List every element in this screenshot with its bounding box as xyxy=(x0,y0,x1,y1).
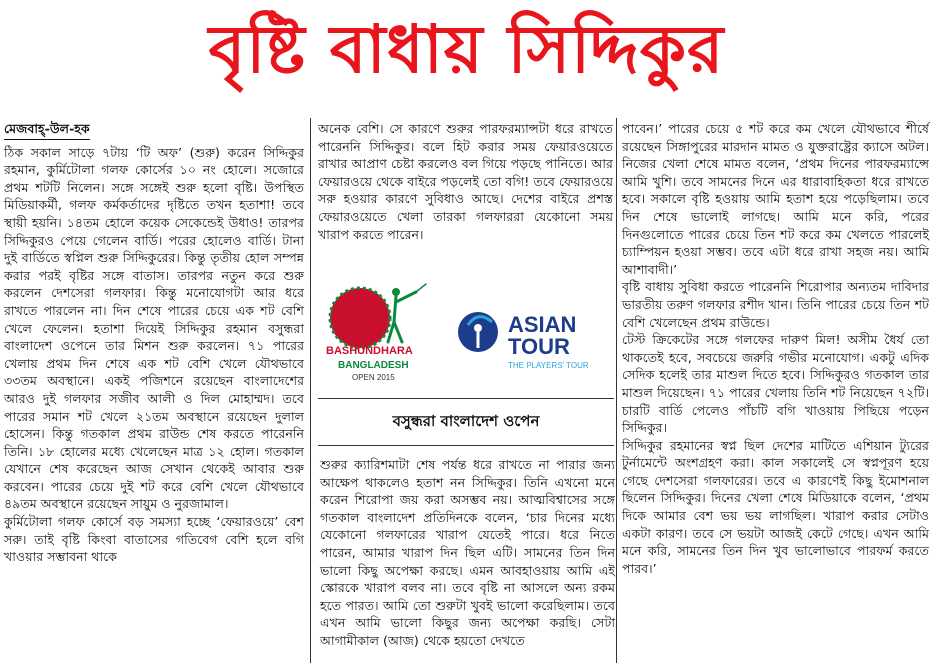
article-column-1 xyxy=(4,120,304,566)
logo-text-line3: OPEN 2015 xyxy=(352,373,395,382)
asian-tour-line1: ASIAN xyxy=(508,312,577,337)
bashundhara-open-logo xyxy=(326,284,426,382)
article-column-3 xyxy=(320,456,615,650)
tournament-logos xyxy=(318,270,614,392)
paragraph: কুর্মিটোলা গলফ কোর্সে বড় সমস্যা হচ্ছে ‘ফেয়ারওয়ে’ বেশ সরু। তাই বৃষ্টি কিংবা বাতাসের গতিবেগ বেশি হলে বগি খাওয়ার সম্ভাবনা থাকে xyxy=(4,514,304,565)
article-column-4 xyxy=(622,120,929,577)
byline: মেজবাহ্-উল-হক xyxy=(4,120,90,140)
column-divider xyxy=(616,118,617,663)
column-divider xyxy=(310,118,311,663)
asian-tour-tagline: THE PLAYERS' TOUR xyxy=(508,361,589,370)
image-caption: বসুন্ধরা বাংলাদেশ ওপেন xyxy=(318,398,614,446)
paragraph: অনেক বেশি। সে কারণে শুরুর পারফরম্যান্সটা ধরে রাখতে পারেননি সিদ্দিকুর। বলে হিট করার সময় ফেয়ারওয়েতে রাখার আপ্রাণ চেষ্টা করলেও বল গিয়ে পড়ছে পানিতে। আর ফেয়ারওয়ে থেকে বাইরে পড়লেই তো বগি! তবে ফেয়ারওয়ে সরু হওয়ার কারণে সুবিধাও আছে। দেশের বাইরে প্রশস্ত ফেয়ারওয়েতে খেলা তারকা গলফাররা যেকোনো সময় খারাপ করতে পারেন। xyxy=(318,121,613,242)
logo-text-line2: BANGLADESH xyxy=(338,360,409,371)
paragraph: সিদ্দিকুর রহমানের স্বপ্ন ছিল দেশের মাটিতে এশিয়ান ট্যুরের টুর্নামেন্টে অংশগ্রহণ করা। কাল সকালেই সে স্বপ্নপূরণ হয়ে গেছে দেশসেরা গলফারের। তবে এ কারণেই কিছু ইমোশনাল ছিলেন সিদ্দিকুর। দিনের খেলা শেষে মিডিয়াকে বলেন, ‘প্রথম দিকে আমার বেশ ভয় ভয় লাগছিল। খারাপ করার সেটাও একটা কারণ। তবে সে ভয়টা আজই কেটে গেছে। এখন আমি মনে করি, সামনের তিন দিন খুব ভালোভাবে পারফর্ম করতে পারব।’ xyxy=(622,437,929,576)
paragraph: পাবেন।’ পারের চেয়ে ৫ শট করে কম খেলে যৌথভাবে শীর্ষে রয়েছেন সিঙ্গাপুরের মারদান মামত ও যুক্তরাষ্ট্রের ক্যাসে অটল। নিজের খেলা শেষে মামত বলেন, ‘প্রথম দিনের পারফরম্যান্সে আমি খুশি। তবে সামনের দিনে এর ধারাবাহিকতা ধরে রাখতে হবে। সকালে বৃষ্টি হওয়ায় আমি হতাশ হয়ে পড়েছিলাম। তবে দিন শেষে ভালোই লাগছে। আমি মনে করি, পরের দিনগুলোতে পারের চেয়ে তিন শট করে কম খেলতে পারলেই চ্যাম্পিয়ন হওয়া সম্ভব। তবে এটা ধরে রাখা সহজ নয়। আমি আশাবাদী।’ xyxy=(622,121,929,277)
paragraph: টেস্ট ক্রিকেটের সঙ্গে গলফের দারুণ মিল! অসীম ধৈর্য তো থাকতেই হবে, সবচেয়ে জরুরি গভীর মনোযোগ। একটু এদিক সেদিক হলেই তার মাশুল দিতে হবে। সিদ্দিকুরও গতকাল তার মাশুল দিয়েছেন। ৭১ পারের খেলায় তিনি শট নিয়েছেন ৭২টি। চারটি বার্ডি পেলেও পাঁচটি বগি খাওয়ায় পিছিয়ে পড়েন সিদ্দিকুর। xyxy=(622,332,929,436)
headline: বৃষ্টি বাধায় সিদ্দিকুর xyxy=(208,11,725,88)
golf-swing-icon xyxy=(458,312,498,352)
paragraph: ঠিক সকাল সাড়ে ৭টায় ‘টি অফ’ (শুরু) করেন সিদ্দিকুর রহমান, কুর্মিটোলা গলফ কোর্সের ১০ নং হোলে। সজোরে প্রথম শটটি নিলেন। সঙ্গে সঙ্গেই শুরু হলো বৃষ্টি। উপস্থিত মিডিয়াকর্মী, গলফ কর্মকর্তাদের দৃষ্টিতে তখন হতাশা! তবে স্থায়ী হয়নি। ১৪তম হোলে কয়েক সেকেন্ডেই উধাও! তারপর সিদ্দিকুরও পেয়ে গেলেন বার্ডি। পরের হোলেও বার্ডি। টানা দুই বার্ডিতে স্বপ্নিল শুরু সিদ্দিকুরের। কিন্তু তৃতীয় হোল সম্পন্ন করার পরই বৃষ্টির সঙ্গে বাতাস। তারপর নতুন করে শুরু করলেন দেশসেরা গলফার। কিন্তু মনোযোগটা আর ধরে রাখতে পারলেন না। দিন শেষে পারের চেয়ে এক শট বেশি খেলে ফেলেন। হতাশা দিয়েই সিদ্দিকুর রহমান বসুন্ধরা বাংলাদেশ ওপেনে তার মিশন শুরু করলেন। ৭১ পারের খেলায় প্রথম দিন শেষে এক শট বেশি খেলে যৌথভাবে ৩৩তম অবস্থানে। একই পজিশনে রয়েছেন বাংলাদেশের আরও দুই গলফার সজীব আলী ও দিল মোহাম্মদ। তবে পারের সমান শট খেলে ২১তম অবস্থানে রয়েছেন দুলাল হোসেন। কিন্তু গতকাল প্রথম রাউন্ড শেষ করতে পারেননি তিনি। ১৮ হোলের মধ্যে খেলেছেন মাত্র ১২ হোল। গতকাল যেখানে শেষ করেছেন আজ সেখান থেকেই আবার শুরু করবেন। পারের চেয়ে দুই শট করে বেশি খেলে যৌথভাবে ৪৯তম অবস্থানে রয়েছেন সায়ুম ও নুরজামাল। xyxy=(4,144,304,512)
article-column-2 xyxy=(318,120,613,243)
paragraph: শুরুর ক্যারিশমাটা শেষ পর্যন্ত ধরে রাখতে না পারার জন্য আক্ষেপ থাকলেও হতাশ নন সিদ্দিকুর। তিনি এখনো মনে করেন শিরোপা জয় করা অসম্ভব নয়। আত্মবিশ্বাসের সঙ্গে গতকাল বাংলাদেশ প্রতিদিনকে বলেন, ‘চার দিনের মধ্যে যেকোনো গলফারের খারাপ যেতেই পারে। ধরে নিতে পারেন, আমার খারাপ দিন ছিল এটি। সামনের তিন দিন ভালো কিছু অপেক্ষা করছে। এমন আবহাওয়ায় আমি এই স্কোরকে খারাপ বলব না। তবে বৃষ্টি না আসলে অন্য রকম হতে পারত। আমি তো শুরুটা খুবই ভালো করেছিলাম। তবে এখন আমি ভালো কিছুর জন্য অপেক্ষা করছি। সেটা আগামীকাল (আজ) থেকে হয়তো দেখতে xyxy=(320,457,615,648)
golfer-icon xyxy=(388,284,426,342)
logo-text-line1: BASHUNDHARA xyxy=(326,345,413,357)
paragraph: বৃষ্টি বাধায় সুবিধা করতে পারেননি শিরোপার অন্যতম দাবিদার ভারতীয় তরুণ গলফার রশীদ খান। তিনি পারের চেয়ে তিন শট বেশি খেলেছেন প্রথম রাউন্ডে। xyxy=(622,279,929,330)
asian-tour-logo xyxy=(458,312,589,370)
asian-tour-line2: TOUR xyxy=(508,334,570,359)
